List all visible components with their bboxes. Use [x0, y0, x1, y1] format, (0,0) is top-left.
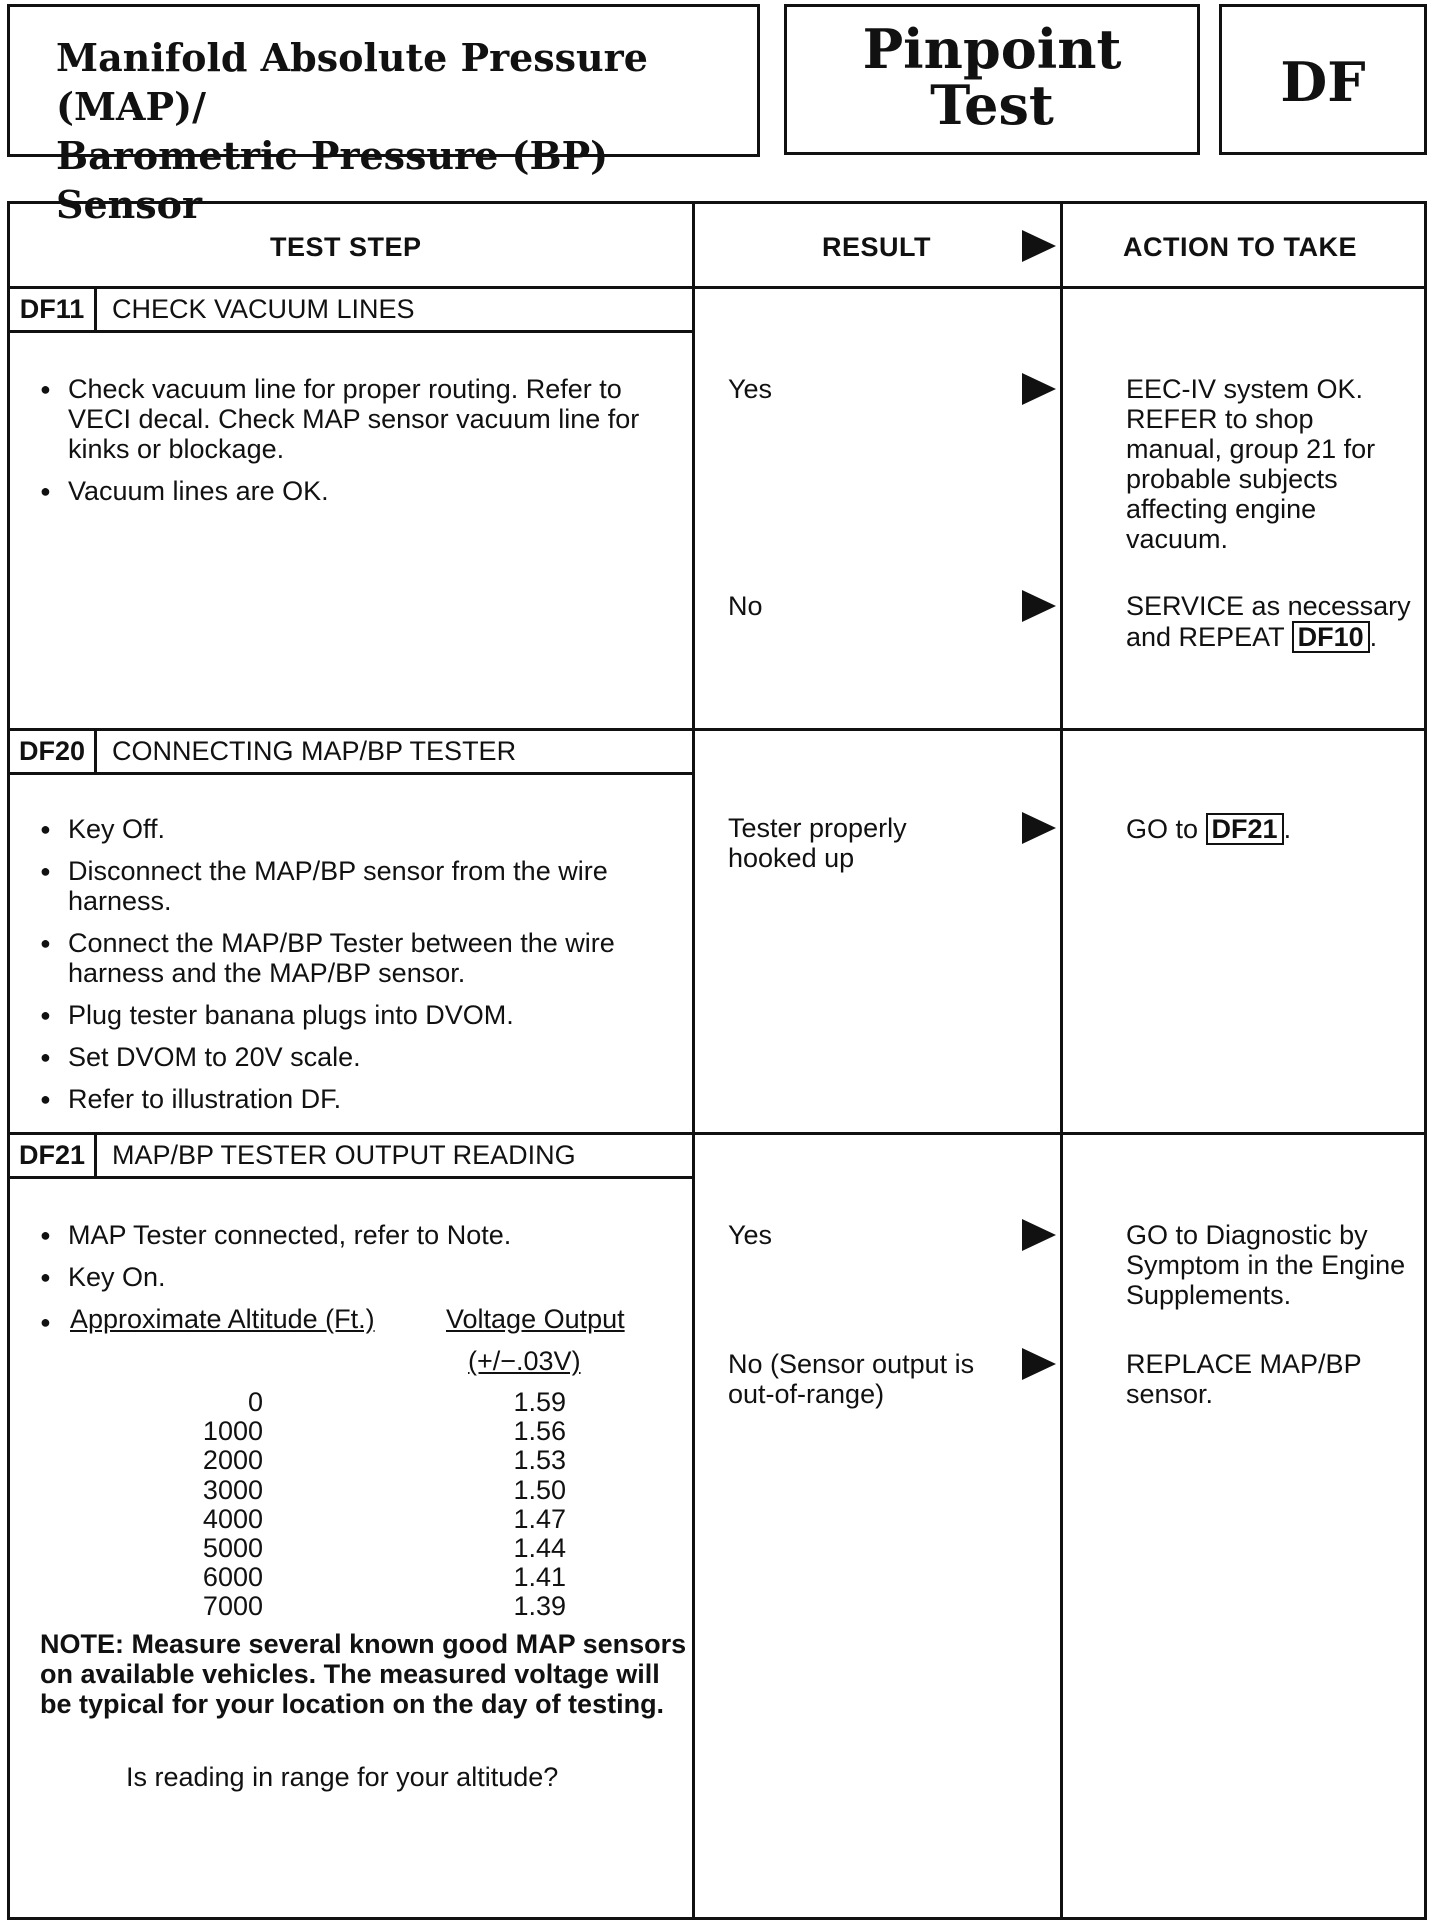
action-text [1126, 813, 1416, 845]
arrow-icon [1022, 1219, 1056, 1251]
voltage-value: 1.50 [513, 1474, 566, 1505]
arrow-icon [1022, 230, 1056, 262]
question-text: Is reading in range for your altitude? [126, 1762, 559, 1792]
step-header-df20 [10, 731, 692, 775]
voltage-value: 1.41 [513, 1562, 566, 1593]
instruction-item: ● Plug tester banana plugs into DVOM. [40, 1000, 690, 1030]
action-text: GO to Diagnostic by Symptom in the Engine Supplements. [1126, 1220, 1406, 1310]
column-header-action: ACTION TO TAKE [1123, 232, 1357, 262]
result-text: Yes [728, 374, 773, 404]
voltage-value: 1.56 [513, 1416, 566, 1447]
step-header-df11 [10, 289, 692, 333]
voltage-value: 1.47 [513, 1503, 566, 1534]
result-text: No (Sensor output is out-of-range) [728, 1349, 975, 1409]
pinpoint-test-table [7, 201, 1427, 1920]
altitude-value: 7000 [202, 1591, 263, 1622]
step-code: DF11 [10, 289, 97, 330]
action-text: EEC-IV system OK. REFER to shop manual, group 21 for probable subjects affecting engine vacuum. [1126, 374, 1376, 554]
instruction-item: ● Check vacuum line for proper routing. Refer to VECI decal. Check MAP sensor vacuum line for kinks or blockage. [40, 374, 688, 464]
note-text: NOTE: Measure several known good MAP sensors on available vehicles. The measured voltage will be typical for your location on the day of testing. [40, 1629, 687, 1719]
step-instructions [40, 1220, 690, 1304]
altitude-value: 2000 [202, 1445, 263, 1476]
step-code: DF21 [10, 1135, 97, 1176]
pinpoint-test-label [784, 4, 1200, 155]
action-text-pre: SERVICE as necessary and REPEAT [1126, 591, 1411, 652]
step-header-df21 [10, 1135, 692, 1179]
step-instructions [40, 814, 690, 1126]
action-text-pre: GO to [1126, 814, 1199, 844]
voltage-value: 1.44 [513, 1533, 566, 1564]
column-divider [692, 204, 695, 1917]
voltage-tolerance: (+/−.03V) [468, 1346, 581, 1376]
section-title [7, 4, 760, 227]
altitude-header: Approximate Altitude (Ft.) [70, 1304, 375, 1334]
arrow-icon [1022, 373, 1056, 405]
instruction-item: ● Set DVOM to 20V scale. [40, 1042, 690, 1072]
title-line-1: Manifold Absolute Pressure (MAP)/ [56, 35, 648, 129]
arrow-icon [1022, 590, 1056, 622]
arrow-icon [1022, 1348, 1056, 1380]
instruction-item: ● Disconnect the MAP/BP sensor from the wire harness. [40, 856, 668, 916]
altitude-value: 4000 [202, 1503, 263, 1534]
column-header-test-step: TEST STEP [270, 232, 422, 262]
column-header-result: RESULT [822, 232, 931, 262]
altitude-value: 6000 [202, 1562, 263, 1593]
instruction-item: ● Vacuum lines are OK. [40, 476, 690, 506]
voltage-column [500, 1388, 566, 1622]
bullet-icon: ● [40, 1312, 51, 1332]
action-text [1126, 591, 1416, 653]
action-text-post: . [1369, 622, 1378, 652]
altitude-value: 1000 [202, 1416, 263, 1447]
voltage-value: 1.53 [513, 1445, 566, 1476]
result-text: No [728, 591, 763, 621]
altitude-value: 3000 [202, 1474, 263, 1505]
title-line-2: Barometric Pressure (BP) Sensor [56, 133, 609, 227]
step-code: DF20 [10, 731, 97, 772]
pinpoint-line-1: Pinpoint [862, 17, 1122, 81]
step-reference: DF21 [1206, 813, 1284, 845]
column-divider [1060, 204, 1063, 1917]
voltage-header: Voltage Output [446, 1304, 625, 1334]
instruction-item: ● Refer to illustration DF. [40, 1084, 690, 1114]
voltage-value: 1.39 [513, 1591, 566, 1622]
altitude-value: 5000 [202, 1533, 263, 1564]
instruction-item: ● Connect the MAP/BP Tester between the wire harness and the MAP/BP sensor. [40, 928, 688, 988]
pinpoint-line-2: Test [930, 73, 1054, 137]
step-reference: DF10 [1292, 621, 1370, 653]
altitude-value: 0 [247, 1387, 263, 1417]
step-name: CHECK VACUUM LINES [112, 294, 415, 324]
instruction-item: ● MAP Tester connected, refer to Note. [40, 1220, 690, 1250]
step-name: MAP/BP TESTER OUTPUT READING [112, 1140, 576, 1170]
result-text: Yes [728, 1220, 773, 1250]
action-text-post: . [1283, 814, 1292, 844]
action-text: REPLACE MAP/BP sensor. [1126, 1349, 1362, 1409]
voltage-value: 1.59 [513, 1387, 566, 1417]
result-text: Tester properly hooked up [728, 813, 907, 873]
arrow-icon [1022, 812, 1056, 844]
altitude-column [160, 1388, 263, 1622]
step-name: CONNECTING MAP/BP TESTER [112, 736, 517, 766]
instruction-item: ● Key Off. [40, 814, 690, 844]
instruction-item: ● Key On. [40, 1262, 690, 1292]
step-instructions [40, 374, 690, 518]
test-code-label: DF [1219, 4, 1427, 155]
